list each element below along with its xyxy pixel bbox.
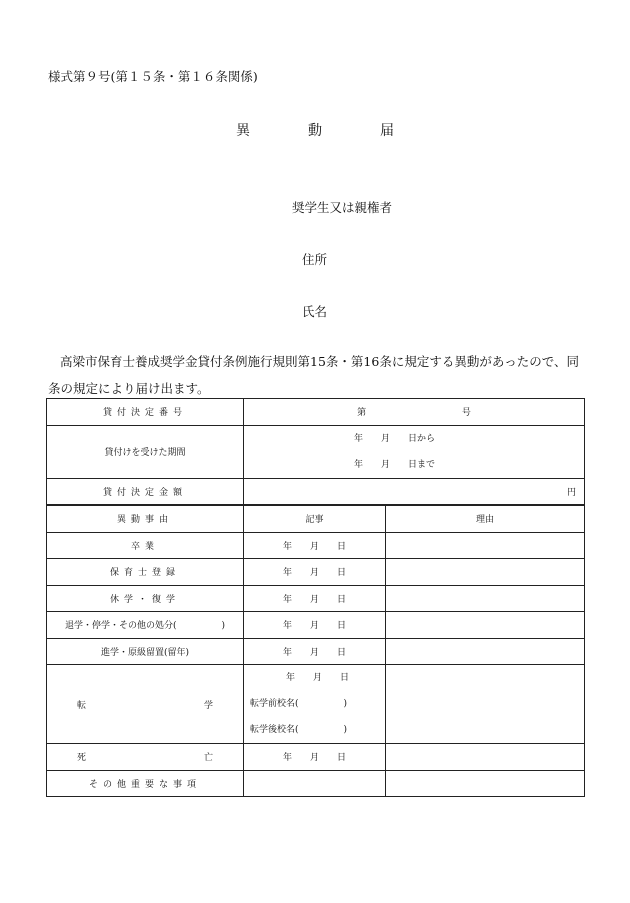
transfer-left-char: 転	[77, 700, 87, 711]
row-date-registration[interactable]: 年 月 日	[244, 559, 386, 586]
table-row	[47, 559, 585, 586]
row-label-transfer	[47, 665, 244, 744]
period-from: 年 月 日から	[354, 433, 436, 444]
row-record-other[interactable]	[244, 770, 386, 797]
address-label: 住所	[302, 252, 328, 267]
row-label-registration: 保育士登録	[47, 559, 244, 586]
dai-label: 第	[357, 408, 367, 419]
page-title: 異 動 届	[236, 123, 416, 139]
table-row	[47, 612, 585, 639]
transfer-after: 転学後校名( )	[250, 725, 348, 735]
row-reason-transfer[interactable]	[386, 665, 585, 744]
row-label-other: その他重要な事項	[47, 770, 244, 797]
amount-label: 貸付決定金額	[47, 478, 244, 505]
row-label-advance: 進学・原級留置(留年)	[47, 638, 244, 665]
table-row	[47, 585, 585, 612]
amount-field[interactable]	[244, 478, 585, 505]
row-date-graduation[interactable]: 年 月 日	[244, 532, 386, 559]
transfer-before: 転学前校名( )	[250, 699, 348, 709]
period-to: 年 月 日まで	[354, 459, 436, 470]
table-header-row	[47, 505, 585, 532]
table-row	[47, 532, 585, 559]
table-row	[47, 665, 585, 744]
header-reason: 理由	[386, 505, 585, 532]
transfer-right-char: 学	[203, 700, 213, 711]
applicant-role: 奨学生又は親権者	[292, 200, 393, 215]
row-label-leave: 休学・復学	[47, 585, 244, 612]
row-label-death	[47, 744, 244, 771]
row-label-graduation: 卒業	[47, 532, 244, 559]
row-reason-other[interactable]	[386, 770, 585, 797]
row-date-leave[interactable]: 年 月 日	[244, 585, 386, 612]
table-row	[47, 399, 585, 426]
row-reason-withdrawal[interactable]	[386, 612, 585, 639]
row-date-withdrawal[interactable]: 年 月 日	[244, 612, 386, 639]
yen-unit: 円	[566, 487, 576, 498]
header-record: 記事	[244, 505, 386, 532]
transfer-date: 年 月 日	[285, 673, 349, 683]
change-report-table	[46, 398, 585, 797]
statement-text: 高梁市保育士養成奨学金貸付条例施行規則第15条・第16条に規定する異動があったので、同条の規定により届け出ます。	[48, 354, 579, 396]
row-reason-registration[interactable]	[386, 559, 585, 586]
row-reason-graduation[interactable]	[386, 532, 585, 559]
death-left-char: 死	[77, 753, 87, 764]
name-label: 氏名	[302, 304, 328, 319]
table-row	[47, 478, 585, 505]
table-row	[47, 638, 585, 665]
row-reason-death[interactable]	[386, 744, 585, 771]
row-record-transfer[interactable]	[244, 665, 386, 744]
go-label: 号	[461, 408, 471, 419]
period-field[interactable]	[244, 425, 585, 478]
header-event: 異動事由	[47, 505, 244, 532]
table-row	[47, 744, 585, 771]
form-number: 様式第９号(第１５条・第１６条関係)	[48, 69, 258, 84]
row-date-death[interactable]: 年 月 日	[244, 744, 386, 771]
decision-number-label: 貸付決定番号	[47, 399, 244, 426]
table-row	[47, 425, 585, 478]
row-label-withdrawal: 退学・停学・その他の処分( )	[47, 612, 244, 639]
table-row	[47, 770, 585, 797]
row-reason-leave[interactable]	[386, 585, 585, 612]
row-reason-advance[interactable]	[386, 638, 585, 665]
period-label: 貸付けを受けた期間	[47, 425, 244, 478]
death-right-char: 亡	[203, 753, 213, 764]
row-date-advance[interactable]: 年 月 日	[244, 638, 386, 665]
decision-number-field[interactable]	[244, 399, 585, 426]
